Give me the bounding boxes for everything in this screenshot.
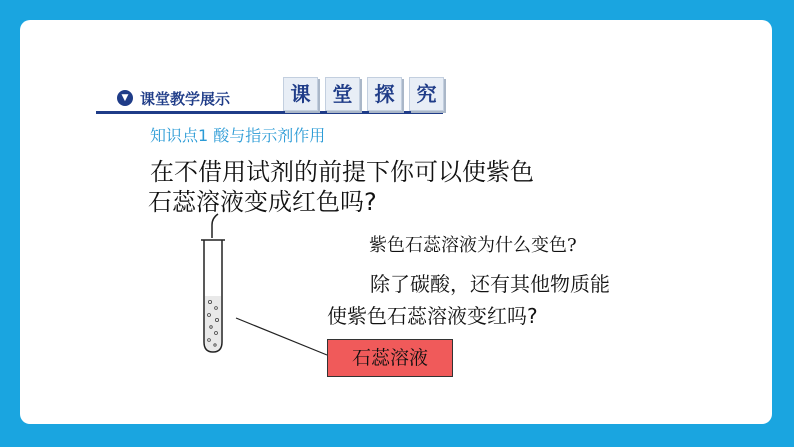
question-line-2: 石蕊溶液变成红色吗? — [148, 188, 377, 216]
chevron-down-icon: ▼ — [117, 90, 133, 106]
dropper-tube — [212, 214, 218, 238]
title-tile-4: 究 — [409, 77, 444, 111]
note-other-substances-line-1: 除了碳酸，还有其他物质能 — [370, 272, 610, 296]
title-tile-3: 探 — [367, 77, 402, 111]
note-other-substances-line-2: 使紫色石蕊溶液变红吗? — [327, 304, 538, 328]
title-tile-1: 课 — [283, 77, 318, 111]
note-why-color-change: 紫色石蕊溶液为什么变色? — [369, 235, 577, 256]
tube-liquid — [205, 296, 221, 351]
question-line-1: 在不借用试剂的前提下你可以使紫色 — [150, 158, 534, 186]
tube-label-box: 石蕊溶液 — [327, 339, 453, 377]
knowledge-point-title: 知识点1 酸与指示剂作用 — [150, 126, 326, 145]
label-pointer-line — [236, 318, 327, 355]
title-tile-2: 堂 — [325, 77, 360, 111]
section-header-label: 课堂教学展示 — [140, 90, 231, 108]
